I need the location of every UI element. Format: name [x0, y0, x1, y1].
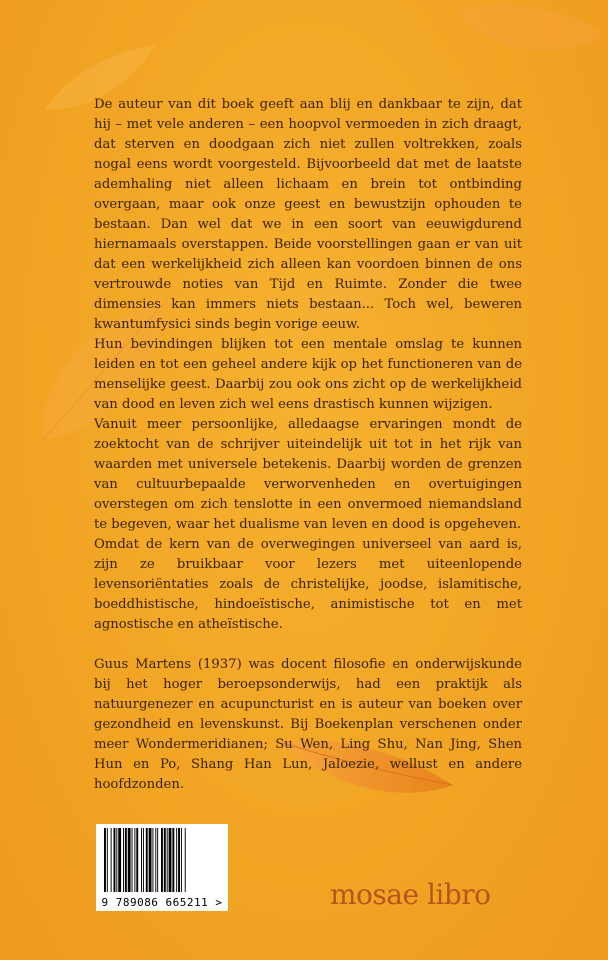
publisher-logo: mosae libro [330, 878, 491, 911]
back-cover-blurb [94, 95, 522, 795]
isbn-number: 9 789086 665211 > [101, 896, 223, 909]
blurb-paragraph-1: De auteur van dit boek geeft aan blij en dankbaar te zijn, dat hij – met vele anderen – een hoopvol vermoeden in zich draagt, dat sterven en doodgaan zich niet zullen voltrekken, zoals nogal eens wordt voorgesteld. Bijvoorbeeld dat met de laatste ademhaling niet alleen lichaam en brein tot ontbinding overgaan, maar ook onze geest en bewustzijn ophouden te bestaan. Dan wel dat we in een soort van eeuwigdurend hiernamaals overstappen. Beide voorstellingen gaan er van uit dat een werkelijkheid zich alleen kan voordoen binnen de ons vertrouwde noties van Tijd en Ruimte. Zonder die twee dimensies kan immers niets bestaan... Toch wel, beweren kwantumfysici sinds begin vorige eeuw. [94, 97, 522, 332]
blurb-paragraph-3: Vanuit meer persoonlijke, alledaagse ervaringen mondt de zoektocht van de schrijver uiteindelijk uit tot in het rijk van waarden met universele betekenis. Daarbij worden de grenzen van cultuurbepaalde verworvenheden en overtuigingen overstegen om zich tenslotte in een onvermoed niemandsland te begeven, waar het dualisme van leven en dood is opgeheven. [94, 417, 522, 532]
blurb-paragraph-4: Omdat de kern van de overwegingen universeel van aard is, zijn ze bruikbaar voor lezers met uiteenlopende levensoriëntaties zoals de christelijke, joodse, islamitische, boeddhistische, hindoeïstische, animistische tot en met agnostische en atheïstische. [94, 537, 522, 632]
isbn-barcode [96, 824, 228, 911]
author-bio: Guus Martens (1937) was docent filosofie en onderwijskunde bij het hoger beroepsonderwijs, had een praktijk als natuurgenezer en acupuncturist en is auteur van boeken over gezondheid en levenskunst. Bij Boekenplan verschenen onder meer Wondermeridianen; Su Wen, Ling Shu, Nan Jing, Shen Hun en Po, Shang Han Lun, Jaloezie, wellust en andere hoofdzonden. [94, 657, 522, 792]
barcode-bars-icon [102, 828, 222, 894]
blurb-paragraph-2: Hun bevindingen blijken tot een mentale omslag te kunnen leiden en tot een geheel andere kijk op het functioneren van de menselijke geest. Daarbij zou ook ons zicht op de werkelijkheid van dood en leven zich wel eens drastisch kunnen wijzigen. [94, 337, 522, 412]
leaf-top-right-icon [448, 0, 608, 70]
